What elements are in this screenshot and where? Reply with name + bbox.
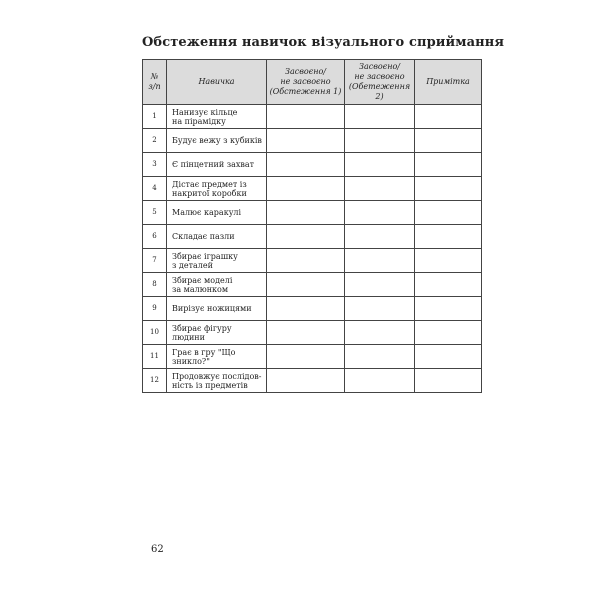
header-note: Примітка xyxy=(415,60,482,105)
skill-text-line1: Будує вежу з кубиків xyxy=(172,136,262,145)
skill-cell xyxy=(167,201,267,225)
skill-cell xyxy=(167,273,267,297)
survey-2-cell[interactable] xyxy=(345,129,415,153)
skill-text-line2: на пірамідку xyxy=(172,116,226,126)
table-row xyxy=(143,225,482,249)
survey-2-cell[interactable] xyxy=(345,225,415,249)
row-number: 2 xyxy=(143,129,167,153)
table-row xyxy=(143,153,482,177)
header-number xyxy=(143,60,167,105)
survey-2-cell[interactable] xyxy=(345,273,415,297)
survey-1-cell[interactable] xyxy=(267,321,345,345)
skill-cell xyxy=(167,153,267,177)
header-number-abbr: з/п xyxy=(148,82,161,91)
table-row xyxy=(143,321,482,345)
survey-2-cell[interactable] xyxy=(345,177,415,201)
survey-2-cell[interactable] xyxy=(345,105,415,129)
survey-2-cell[interactable] xyxy=(345,153,415,177)
note-cell[interactable] xyxy=(415,249,482,273)
survey-1-cell[interactable] xyxy=(267,153,345,177)
table-row xyxy=(143,249,482,273)
row-number: 11 xyxy=(143,345,167,369)
header-survey-2-line2: не засвоєно xyxy=(354,72,405,81)
table-row xyxy=(143,105,482,129)
row-number: 8 xyxy=(143,273,167,297)
survey-2-cell[interactable] xyxy=(345,297,415,321)
header-number-symbol: № xyxy=(150,72,159,81)
survey-1-cell[interactable] xyxy=(267,249,345,273)
survey-1-cell[interactable] xyxy=(267,177,345,201)
table-row xyxy=(143,345,482,369)
header-survey-1-line2: не засвоєно xyxy=(280,77,331,86)
survey-2-cell[interactable] xyxy=(345,321,415,345)
header-survey-2-line4: 2) xyxy=(375,92,384,101)
skill-text-line1: Продовжує послідов- xyxy=(172,371,262,381)
survey-2-cell[interactable] xyxy=(345,249,415,273)
note-cell[interactable] xyxy=(415,345,482,369)
table-header-row xyxy=(143,60,482,105)
header-survey-1 xyxy=(267,60,345,105)
table-row xyxy=(143,129,482,153)
row-number: 10 xyxy=(143,321,167,345)
skill-cell xyxy=(167,345,267,369)
skill-text-line2: накритої коробки xyxy=(172,188,247,198)
note-cell[interactable] xyxy=(415,321,482,345)
note-cell[interactable] xyxy=(415,225,482,249)
page-title: Обстеження навичок візуального сприймання xyxy=(142,35,505,50)
survey-1-cell[interactable] xyxy=(267,129,345,153)
table-row xyxy=(143,201,482,225)
survey-1-cell[interactable] xyxy=(267,225,345,249)
survey-1-cell[interactable] xyxy=(267,369,345,393)
note-cell[interactable] xyxy=(415,177,482,201)
row-number: 12 xyxy=(143,369,167,393)
note-cell[interactable] xyxy=(415,105,482,129)
survey-1-cell[interactable] xyxy=(267,297,345,321)
row-number: 9 xyxy=(143,297,167,321)
header-survey-1-line3: (Обстеження 1) xyxy=(269,87,342,96)
skill-text-line1: Вирізує ножицями xyxy=(172,304,252,313)
skill-cell xyxy=(167,249,267,273)
header-survey-1-line1: Засвоєно/ xyxy=(285,67,326,76)
skill-text-line1: Грає в гру "Що зникло?" xyxy=(172,347,236,366)
skill-text-line2: з деталей xyxy=(172,260,213,270)
skill-text-line1: Нанизує кільце xyxy=(172,107,238,117)
skill-text-line2: за малюнком xyxy=(172,284,229,294)
survey-1-cell[interactable] xyxy=(267,105,345,129)
skill-cell xyxy=(167,177,267,201)
note-cell[interactable] xyxy=(415,273,482,297)
row-number: 6 xyxy=(143,225,167,249)
survey-2-cell[interactable] xyxy=(345,201,415,225)
survey-2-cell[interactable] xyxy=(345,345,415,369)
note-cell[interactable] xyxy=(415,297,482,321)
page-number: 62 xyxy=(151,544,164,555)
skill-cell xyxy=(167,105,267,129)
row-number: 5 xyxy=(143,201,167,225)
skill-text-line1: Збирає фігуру людини xyxy=(172,323,232,342)
skill-cell xyxy=(167,225,267,249)
skills-survey-table xyxy=(142,59,482,393)
skill-text-line1: Є пінцетний захват xyxy=(172,160,255,169)
table-row xyxy=(143,369,482,393)
skill-text-line1: Дістає предмет із xyxy=(172,179,247,189)
table-row xyxy=(143,297,482,321)
note-cell[interactable] xyxy=(415,153,482,177)
header-skill: Навичка xyxy=(167,60,267,105)
table-row xyxy=(143,273,482,297)
header-survey-2-line3: (Обетеження xyxy=(348,82,411,91)
row-number: 7 xyxy=(143,249,167,273)
skill-text-line1: Збирає іграшку xyxy=(172,251,238,261)
survey-1-cell[interactable] xyxy=(267,273,345,297)
row-number: 1 xyxy=(143,105,167,129)
note-cell[interactable] xyxy=(415,369,482,393)
survey-1-cell[interactable] xyxy=(267,345,345,369)
header-survey-2-line1: Засвоєно/ xyxy=(359,62,400,71)
note-cell[interactable] xyxy=(415,129,482,153)
skill-text-line1: Малює каракулі xyxy=(172,208,242,217)
skill-text-line1: Складає пазли xyxy=(172,232,235,241)
skill-cell xyxy=(167,369,267,393)
table-row xyxy=(143,177,482,201)
skill-cell xyxy=(167,321,267,345)
skill-text-line1: Збирає моделі xyxy=(172,275,233,285)
header-survey-2 xyxy=(345,60,415,105)
survey-1-cell[interactable] xyxy=(267,201,345,225)
skill-text-line2: ність із предметів xyxy=(172,380,248,390)
skill-cell xyxy=(167,129,267,153)
note-cell[interactable] xyxy=(415,201,482,225)
skill-cell xyxy=(167,297,267,321)
survey-2-cell[interactable] xyxy=(345,369,415,393)
row-number: 4 xyxy=(143,177,167,201)
row-number: 3 xyxy=(143,153,167,177)
